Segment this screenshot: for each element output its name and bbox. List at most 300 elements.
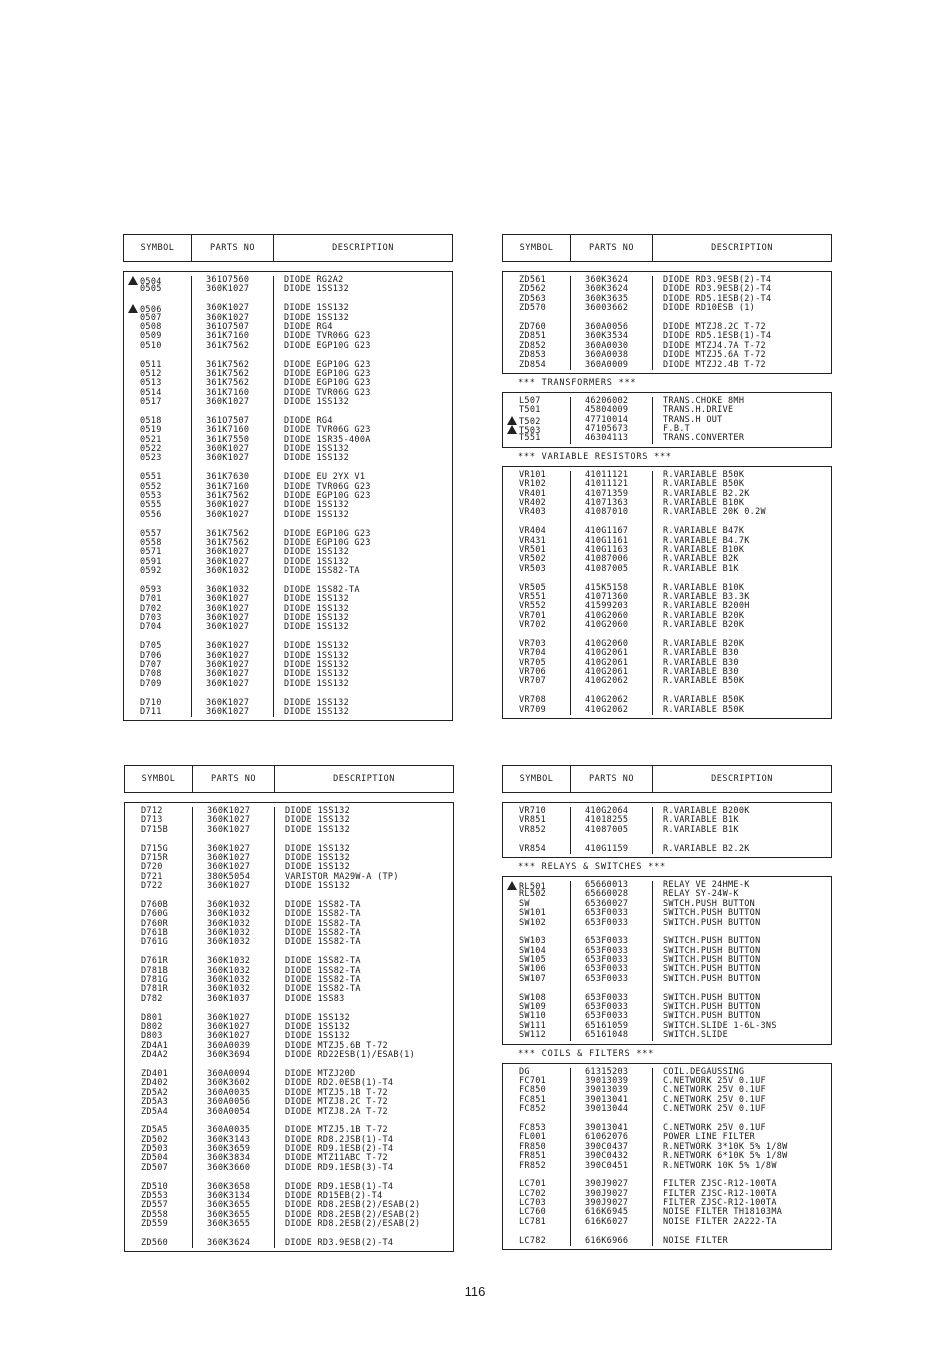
symbol-text: LC760 bbox=[519, 1207, 547, 1218]
parts-no-header: PARTS NO bbox=[571, 235, 653, 261]
parts-no-cell: 36003662 bbox=[585, 303, 629, 314]
description-cell: DIODE 1SS132 bbox=[284, 697, 350, 708]
parts-no-cell: 360K3660 bbox=[207, 1162, 251, 1173]
symbol-text: VR552 bbox=[519, 601, 547, 612]
symbol-text: 0556 bbox=[140, 509, 162, 520]
description-cell: R.VARIABLE B200H bbox=[663, 601, 750, 612]
symbol-text: VR101 bbox=[519, 469, 547, 480]
parts-no-cell: 360K3655 bbox=[207, 1200, 251, 1211]
symbol-text: FC850 bbox=[519, 1085, 547, 1096]
symbol-text: D713 bbox=[141, 815, 163, 826]
symbol-text: VR702 bbox=[519, 620, 547, 631]
symbol-text: VR710 bbox=[519, 806, 547, 816]
symbol-text: ZD854 bbox=[519, 359, 547, 370]
parts-no-cell: 361K7562 bbox=[206, 359, 250, 370]
symbol-text: ZD851 bbox=[519, 331, 547, 342]
description-cell: DIODE 1SS82-TA bbox=[285, 956, 361, 967]
description-cell: SWITCH.PUSH BUTTON bbox=[663, 973, 761, 984]
description-column bbox=[274, 276, 452, 717]
description-cell: R.VARIABLE B1K bbox=[663, 815, 739, 826]
symbol-text: SW101 bbox=[519, 908, 547, 919]
symbol-cell bbox=[519, 975, 570, 984]
symbol-column bbox=[503, 1068, 571, 1246]
description-cell: DIODE 1SS132 bbox=[284, 284, 350, 295]
description-cell: SWITCH.PUSH BUTTON bbox=[663, 964, 761, 975]
parts-no-cell: 360K1027 bbox=[206, 303, 250, 314]
parts-no-cell: 360A0038 bbox=[585, 350, 629, 361]
parts-no-cell: 653F0033 bbox=[585, 973, 629, 984]
parts-no-cell: 360K1027 bbox=[206, 603, 250, 614]
description-cell: R.VARIABLE B30 bbox=[663, 667, 739, 678]
symbol-text: ZD5A3 bbox=[141, 1097, 169, 1108]
parts-no-cell: 653F0033 bbox=[585, 945, 629, 956]
symbol-text: FC851 bbox=[519, 1094, 547, 1105]
parts-no-cell: 45804009 bbox=[585, 405, 629, 416]
parts-no-cell: 360K3624 bbox=[207, 1237, 251, 1248]
parts-no-cell: 653F0033 bbox=[585, 917, 629, 928]
parts-no-cell: 653F0033 bbox=[585, 1002, 629, 1013]
parts-no-cell: 361K7630 bbox=[206, 472, 250, 483]
parts-no-cell: 360K1032 bbox=[207, 965, 251, 976]
description-cell: SWITCH.PUSH BUTTON bbox=[663, 1011, 761, 1022]
description-cell: DIODE RD10ESB (1) bbox=[663, 303, 756, 314]
symbol-text: VR706 bbox=[519, 667, 547, 678]
description-cell: DIODE EGP10G G23 bbox=[284, 528, 371, 539]
symbol-text: VR703 bbox=[519, 638, 547, 649]
description-cell: DIODE 1SR35-400A bbox=[284, 434, 371, 445]
description-cell: DIODE 1SS132 bbox=[284, 509, 350, 520]
symbol-text: ZD853 bbox=[519, 350, 547, 361]
description-cell: R.VARIABLE B20K bbox=[663, 610, 745, 621]
description-cell: DIODE 1SS82-TA bbox=[285, 937, 361, 948]
symbol-text: FC701 bbox=[519, 1075, 547, 1086]
symbol-text: ZD553 bbox=[141, 1191, 169, 1202]
description-cell: DIODE 1SS132 bbox=[284, 669, 350, 680]
description-cell: SWITCH.PUSH BUTTON bbox=[663, 936, 761, 947]
symbol-text: SW102 bbox=[519, 917, 547, 928]
parts-no-cell: 360K1027 bbox=[207, 1021, 251, 1032]
description-cell: DIODE MTZJ5.1B T-72 bbox=[285, 1125, 388, 1136]
parts-no-cell: 410G2062 bbox=[585, 695, 629, 706]
symbol-text: D711 bbox=[140, 706, 162, 717]
symbol-text: D761G bbox=[141, 937, 169, 948]
parts-no-cell: 410G2061 bbox=[585, 667, 629, 678]
symbol-text: SW103 bbox=[519, 936, 547, 947]
parts-no-cell: 41087005 bbox=[585, 824, 629, 835]
symbol-text: D702 bbox=[140, 603, 162, 614]
description-cell: R.VARIABLE B1K bbox=[663, 824, 739, 835]
description-column bbox=[653, 276, 831, 370]
parts-no-cell: 65660013 bbox=[585, 879, 629, 890]
description-cell: DIODE 1SS82-TA bbox=[284, 566, 360, 577]
parts-no-cell: 360K1027 bbox=[207, 852, 251, 863]
parts-no-cell: 390J9027 bbox=[585, 1188, 629, 1199]
symbol-text: FR852 bbox=[519, 1160, 547, 1171]
symbol-text: SW112 bbox=[519, 1030, 547, 1041]
symbol-text: ZD562 bbox=[519, 284, 547, 295]
symbol-text: D761B bbox=[141, 928, 169, 939]
description-cell: SWITCH.PUSH BUTTON bbox=[663, 908, 761, 919]
parts-no-cell: 390C0432 bbox=[585, 1151, 629, 1162]
symbol-text: LC781 bbox=[519, 1216, 547, 1227]
description-cell: DIODE RD3.9ESB(2)-T4 bbox=[663, 284, 772, 295]
parts-no-cell: 360K3658 bbox=[207, 1181, 251, 1192]
parts-no-cell: 360K3134 bbox=[207, 1191, 251, 1202]
symbol-text: 0504 bbox=[140, 277, 162, 287]
description-cell: DIODE 1SS132 bbox=[285, 824, 351, 835]
description-cell: R.NETWORK 3*10K 5% 1/8W bbox=[663, 1141, 788, 1152]
symbol-text: ZD852 bbox=[519, 340, 547, 351]
description-cell: DIODE 1SS132 bbox=[284, 613, 350, 624]
symbol-text: ZD559 bbox=[141, 1219, 169, 1230]
description-cell: DIODE RD5.1ESB(1)-T4 bbox=[663, 331, 772, 342]
section-title: *** TRANSFORMERS *** bbox=[518, 377, 637, 388]
description-cell: DIODE 1SS132 bbox=[285, 815, 351, 826]
section-title: *** COILS & FILTERS *** bbox=[518, 1048, 655, 1059]
table-header bbox=[502, 765, 832, 793]
symbol-text: 0514 bbox=[140, 387, 162, 398]
parts-no-cell: 616K6027 bbox=[585, 1216, 629, 1227]
description-cell: R.VARIABLE B50K bbox=[663, 695, 745, 706]
parts-group bbox=[502, 1063, 832, 1250]
description-cell: SWITCH.PUSH BUTTON bbox=[663, 1002, 761, 1013]
parts-no-header: PARTS NO bbox=[192, 235, 274, 261]
parts-no-cell: 361K7562 bbox=[206, 528, 250, 539]
description-cell: DIODE MTZJ8.2C T-72 bbox=[285, 1097, 388, 1108]
description-cell: DIODE 1SS132 bbox=[284, 303, 350, 314]
description-cell: DIODE 1SS132 bbox=[284, 556, 350, 567]
description-cell: NOISE FILTER bbox=[663, 1235, 729, 1246]
parts-no-cell: 390J9027 bbox=[585, 1179, 629, 1190]
safety-warning-icon bbox=[507, 881, 517, 890]
symbol-text: VR431 bbox=[519, 535, 547, 546]
symbol-text: LC703 bbox=[519, 1198, 547, 1209]
parts-no-cell: 360K1027 bbox=[206, 509, 250, 520]
symbol-text: 0591 bbox=[140, 556, 162, 567]
symbol-text: LC701 bbox=[519, 1179, 547, 1190]
parts-no-cell: 410G1163 bbox=[585, 544, 629, 555]
parts-no-cell: 361K7550 bbox=[206, 434, 250, 445]
description-cell: DIODE 1SS132 bbox=[284, 547, 350, 558]
parts-no-cell: 41087010 bbox=[585, 507, 629, 518]
parts-no-cell: 360K1037 bbox=[207, 993, 251, 1004]
description-cell: DIODE 1SS132 bbox=[284, 641, 350, 652]
description-cell: R.VARIABLE B20K bbox=[663, 638, 745, 649]
symbol-text: D715B bbox=[141, 824, 169, 835]
description-cell: C.NETWORK 25V 0.1UF bbox=[663, 1075, 766, 1086]
description-cell: R.VARIABLE B2K bbox=[663, 554, 739, 565]
parts-no-cell: 46304113 bbox=[585, 433, 629, 444]
symbol-header: SYMBOL bbox=[125, 766, 193, 792]
description-cell: DIODE 1SS82-TA bbox=[285, 928, 361, 939]
symbol-cell bbox=[519, 1237, 570, 1246]
parts-no-cell: 360K1027 bbox=[206, 678, 250, 689]
parts-no-cell: 360K1032 bbox=[207, 918, 251, 929]
symbol-column bbox=[503, 881, 571, 1041]
parts-no-cell: 360K1027 bbox=[207, 1031, 251, 1042]
symbol-text: SW bbox=[519, 898, 530, 909]
description-cell: FILTER ZJSC-R12-100TA bbox=[663, 1198, 777, 1209]
symbol-text: RL502 bbox=[519, 889, 547, 900]
symbol-cell bbox=[140, 342, 191, 351]
parts-no-cell: 360K1032 bbox=[207, 909, 251, 920]
description-cell: DIODE EGP10G G23 bbox=[284, 378, 371, 389]
symbol-text: 0508 bbox=[140, 321, 162, 332]
symbol-text: ZD557 bbox=[141, 1200, 169, 1211]
description-header: DESCRIPTION bbox=[711, 243, 773, 253]
description-cell: DIODE EGP10G G23 bbox=[284, 340, 371, 351]
symbol-cell bbox=[519, 826, 570, 835]
parts-no-cell: 390C0451 bbox=[585, 1160, 629, 1171]
symbol-text: ZD5A2 bbox=[141, 1087, 169, 1098]
parts-no-cell: 653F0033 bbox=[585, 964, 629, 975]
parts-no-cell: 616K6966 bbox=[585, 1235, 629, 1246]
symbol-text: VR404 bbox=[519, 526, 547, 537]
parts-no-cell: 361K7562 bbox=[206, 378, 250, 389]
parts-no-cell: 360K3655 bbox=[207, 1209, 251, 1220]
parts-no-header: PARTS NO bbox=[571, 766, 653, 792]
parts-no-cell: 360A0056 bbox=[207, 1097, 251, 1108]
symbol-cell bbox=[519, 706, 570, 715]
symbol-text: 0509 bbox=[140, 331, 162, 342]
symbol-text: LC782 bbox=[519, 1235, 547, 1246]
description-cell: R.VARIABLE B3.3K bbox=[663, 591, 750, 602]
symbol-text: ZD5A4 bbox=[141, 1106, 169, 1117]
symbol-text: VR551 bbox=[519, 591, 547, 602]
description-column bbox=[653, 397, 831, 444]
parts-no-cell: 360K1027 bbox=[206, 697, 250, 708]
symbol-text: VR505 bbox=[519, 582, 547, 593]
description-cell: DIODE 1SS82-TA bbox=[285, 975, 361, 986]
parts-no-cell: 360K1027 bbox=[207, 843, 251, 854]
symbol-text: VR851 bbox=[519, 815, 547, 826]
symbol-text: D803 bbox=[141, 1031, 163, 1042]
description-cell: DIODE TVR06G G23 bbox=[284, 387, 371, 398]
section-title: *** RELAYS & SWITCHES *** bbox=[518, 861, 666, 872]
description-cell: DIODE RG4 bbox=[284, 321, 333, 332]
symbol-text: 0553 bbox=[140, 490, 162, 501]
parts-no-cell: 39013041 bbox=[585, 1094, 629, 1105]
symbol-text: D720 bbox=[141, 862, 163, 873]
symbol-text: ZD504 bbox=[141, 1153, 169, 1164]
parts-no-cell: 653F0033 bbox=[585, 908, 629, 919]
description-header: DESCRIPTION bbox=[711, 774, 773, 784]
description-cell: DIODE 1SS132 bbox=[284, 312, 350, 323]
symbol-text: 0506 bbox=[140, 305, 162, 316]
parts-no-column bbox=[571, 1068, 653, 1246]
parts-no-cell: 415K5158 bbox=[585, 582, 629, 593]
description-cell: R.VARIABLE B50K bbox=[663, 704, 745, 715]
parts-table-top-left bbox=[123, 234, 453, 721]
symbol-text: VR701 bbox=[519, 610, 547, 621]
symbol-cell bbox=[141, 938, 192, 947]
parts-no-cell: 410G1167 bbox=[585, 526, 629, 537]
parts-no-cell: 360A0094 bbox=[207, 1068, 251, 1079]
parts-no-cell: 360K1027 bbox=[207, 1012, 251, 1023]
description-cell: DIODE RD8.2ESB(2)/ESAB(2) bbox=[285, 1200, 421, 1211]
parts-no-header: PARTS NO bbox=[193, 766, 275, 792]
symbol-cell bbox=[140, 398, 191, 407]
symbol-text: 0510 bbox=[140, 340, 162, 351]
description-cell: DIODE 1SS132 bbox=[285, 1012, 351, 1023]
table-header bbox=[502, 234, 832, 262]
description-cell: COIL.DEGAUSSING bbox=[663, 1066, 745, 1077]
description-cell: R.VARIABLE B2.2K bbox=[663, 488, 750, 499]
symbol-text: 0552 bbox=[140, 481, 162, 492]
symbol-cell bbox=[519, 621, 570, 630]
symbol-text: 0517 bbox=[140, 397, 162, 408]
parts-no-cell: 653F0033 bbox=[585, 955, 629, 966]
parts-no-cell: 360K1027 bbox=[206, 706, 250, 717]
symbol-text: 0555 bbox=[140, 500, 162, 511]
symbol-text: 0522 bbox=[140, 444, 162, 455]
parts-no-cell: 360K1027 bbox=[207, 824, 251, 835]
description-cell: DIODE 1SS132 bbox=[285, 1021, 351, 1032]
description-cell: SWITCH.PUSH BUTTON bbox=[663, 945, 761, 956]
parts-no-cell: 360K1027 bbox=[206, 669, 250, 680]
description-cell: DIODE 1SS82-TA bbox=[285, 984, 361, 995]
parts-group bbox=[502, 392, 832, 448]
description-cell: R.NETWORK 6*10K 5% 1/8W bbox=[663, 1151, 788, 1162]
description-cell: DIODE 1SS132 bbox=[285, 862, 351, 873]
description-cell: R.VARIABLE B20K bbox=[663, 620, 745, 631]
parts-table-bottom-left bbox=[124, 765, 454, 1252]
parts-no-cell: 410G1161 bbox=[585, 535, 629, 546]
description-cell: F.B.T bbox=[663, 424, 691, 435]
parts-no-column bbox=[193, 807, 275, 1248]
symbol-text: D715G bbox=[141, 843, 169, 854]
parts-no-cell: 361K7562 bbox=[206, 340, 250, 351]
parts-no-cell: 410G2060 bbox=[585, 638, 629, 649]
symbol-text: ZD510 bbox=[141, 1181, 169, 1192]
symbol-text: VR501 bbox=[519, 544, 547, 555]
parts-no-cell: 39013041 bbox=[585, 1122, 629, 1133]
description-cell: DIODE RG2A2 bbox=[284, 275, 344, 285]
description-cell: DIODE 1SS132 bbox=[285, 843, 351, 854]
symbol-header: SYMBOL bbox=[503, 235, 571, 261]
description-cell: C.NETWORK 25V 0.1UF bbox=[663, 1094, 766, 1105]
symbol-text: L507 bbox=[519, 395, 541, 406]
symbol-cell bbox=[140, 285, 191, 294]
symbol-text: D782 bbox=[141, 993, 163, 1004]
symbol-text: SW104 bbox=[519, 945, 547, 956]
parts-no-cell: 361K7160 bbox=[206, 425, 250, 436]
description-cell: DIODE MTZJ8.2C T-72 bbox=[663, 321, 766, 332]
symbol-text: VR704 bbox=[519, 648, 547, 659]
description-cell: C.NETWORK 25V 0.1UF bbox=[663, 1085, 766, 1096]
symbol-cell bbox=[519, 1105, 570, 1114]
parts-no-cell: 41011121 bbox=[585, 479, 629, 490]
parts-no-cell: 360A0030 bbox=[585, 340, 629, 351]
symbol-text: D701 bbox=[140, 594, 162, 605]
symbol-text: ZD570 bbox=[519, 303, 547, 314]
description-cell: DIODE RD8.2JSB(1)-T4 bbox=[285, 1134, 394, 1145]
parts-no-cell: 360K1027 bbox=[206, 547, 250, 558]
symbol-text: 0521 bbox=[140, 434, 162, 445]
description-cell: VARISTOR MA29W-A (TP) bbox=[285, 871, 399, 882]
parts-no-cell: 360K1027 bbox=[207, 881, 251, 892]
symbol-text: VR707 bbox=[519, 676, 547, 687]
parts-no-cell: 410G2062 bbox=[585, 704, 629, 715]
parts-no-cell: 39013039 bbox=[585, 1075, 629, 1086]
header-gap bbox=[123, 262, 453, 271]
description-cell: DIODE 1SS132 bbox=[285, 852, 351, 863]
description-cell: DIODE RG4 bbox=[284, 415, 333, 426]
parts-no-cell: 653F0033 bbox=[585, 936, 629, 947]
parts-no-cell: 360K1027 bbox=[207, 862, 251, 873]
parts-no-column bbox=[571, 881, 653, 1041]
symbol-text: VR854 bbox=[519, 843, 547, 854]
symbol-text: VR401 bbox=[519, 488, 547, 499]
description-cell: DIODE MTZJ5.6B T-72 bbox=[285, 1040, 388, 1051]
header-gap bbox=[502, 262, 832, 271]
parts-no-cell: 360K3624 bbox=[585, 275, 629, 285]
symbol-text: ZD558 bbox=[141, 1209, 169, 1220]
symbol-cell bbox=[140, 567, 191, 576]
symbol-column bbox=[503, 807, 571, 854]
symbol-text: VR402 bbox=[519, 498, 547, 509]
parts-no-cell: 360K3534 bbox=[585, 331, 629, 342]
parts-no-cell: 360K3143 bbox=[207, 1134, 251, 1145]
description-cell: R.VARIABLE B47K bbox=[663, 526, 745, 537]
symbol-text: D760G bbox=[141, 909, 169, 920]
symbol-text: SW108 bbox=[519, 992, 547, 1003]
description-cell: C.NETWORK 25V 0.1UF bbox=[663, 1104, 766, 1115]
parts-no-cell: 380K5054 bbox=[207, 871, 251, 882]
symbol-text: T502 bbox=[519, 416, 541, 427]
parts-no-cell: 61062076 bbox=[585, 1132, 629, 1143]
parts-no-cell: 361K7562 bbox=[206, 490, 250, 501]
description-cell: DIODE 1SS82-TA bbox=[285, 918, 361, 929]
symbol-column bbox=[503, 397, 571, 444]
description-cell: DIODE 1SS82-TA bbox=[285, 909, 361, 920]
symbol-text: ZD503 bbox=[141, 1144, 169, 1155]
description-cell: R.VARIABLE B1K bbox=[663, 563, 739, 574]
description-cell: DIODE RD9.1ESB(2)-T4 bbox=[285, 1144, 394, 1155]
parts-no-cell: 47105673 bbox=[585, 424, 629, 435]
symbol-text: FC852 bbox=[519, 1104, 547, 1115]
symbol-cell bbox=[141, 1220, 192, 1229]
parts-no-cell: 39013044 bbox=[585, 1104, 629, 1115]
parts-no-cell: 361O7507 bbox=[206, 321, 250, 332]
description-cell: DIODE 1SS132 bbox=[284, 397, 350, 408]
parts-no-cell: 361O7560 bbox=[206, 275, 250, 285]
description-cell: R.VARIABLE 20K 0.2W bbox=[663, 507, 766, 518]
parts-no-cell: 360K1027 bbox=[206, 660, 250, 671]
description-cell: DIODE 1SS82-TA bbox=[284, 584, 360, 595]
parts-group bbox=[502, 876, 832, 1045]
safety-warning-icon bbox=[128, 304, 138, 313]
symbol-text: RL501 bbox=[519, 881, 547, 892]
description-column bbox=[653, 807, 831, 854]
parts-no-cell: 653F0033 bbox=[585, 1011, 629, 1022]
description-cell: R.VARIABLE B30 bbox=[663, 648, 739, 659]
description-column bbox=[275, 807, 453, 1248]
symbol-text: D712 bbox=[141, 806, 163, 816]
symbol-column bbox=[503, 276, 571, 370]
parts-no-cell: 65161059 bbox=[585, 1020, 629, 1031]
parts-no-cell: 41071359 bbox=[585, 488, 629, 499]
description-cell: SWITCH.PUSH BUTTON bbox=[663, 992, 761, 1003]
description-column bbox=[653, 1068, 831, 1246]
description-cell: DIODE RD9.1ESB(1)-T4 bbox=[285, 1181, 394, 1192]
symbol-cell bbox=[519, 1218, 570, 1227]
symbol-text: SW110 bbox=[519, 1011, 547, 1022]
symbol-text: D781B bbox=[141, 965, 169, 976]
symbol-text: D721 bbox=[141, 871, 163, 882]
parts-no-cell: 41087006 bbox=[585, 554, 629, 565]
symbol-text: 0571 bbox=[140, 547, 162, 558]
